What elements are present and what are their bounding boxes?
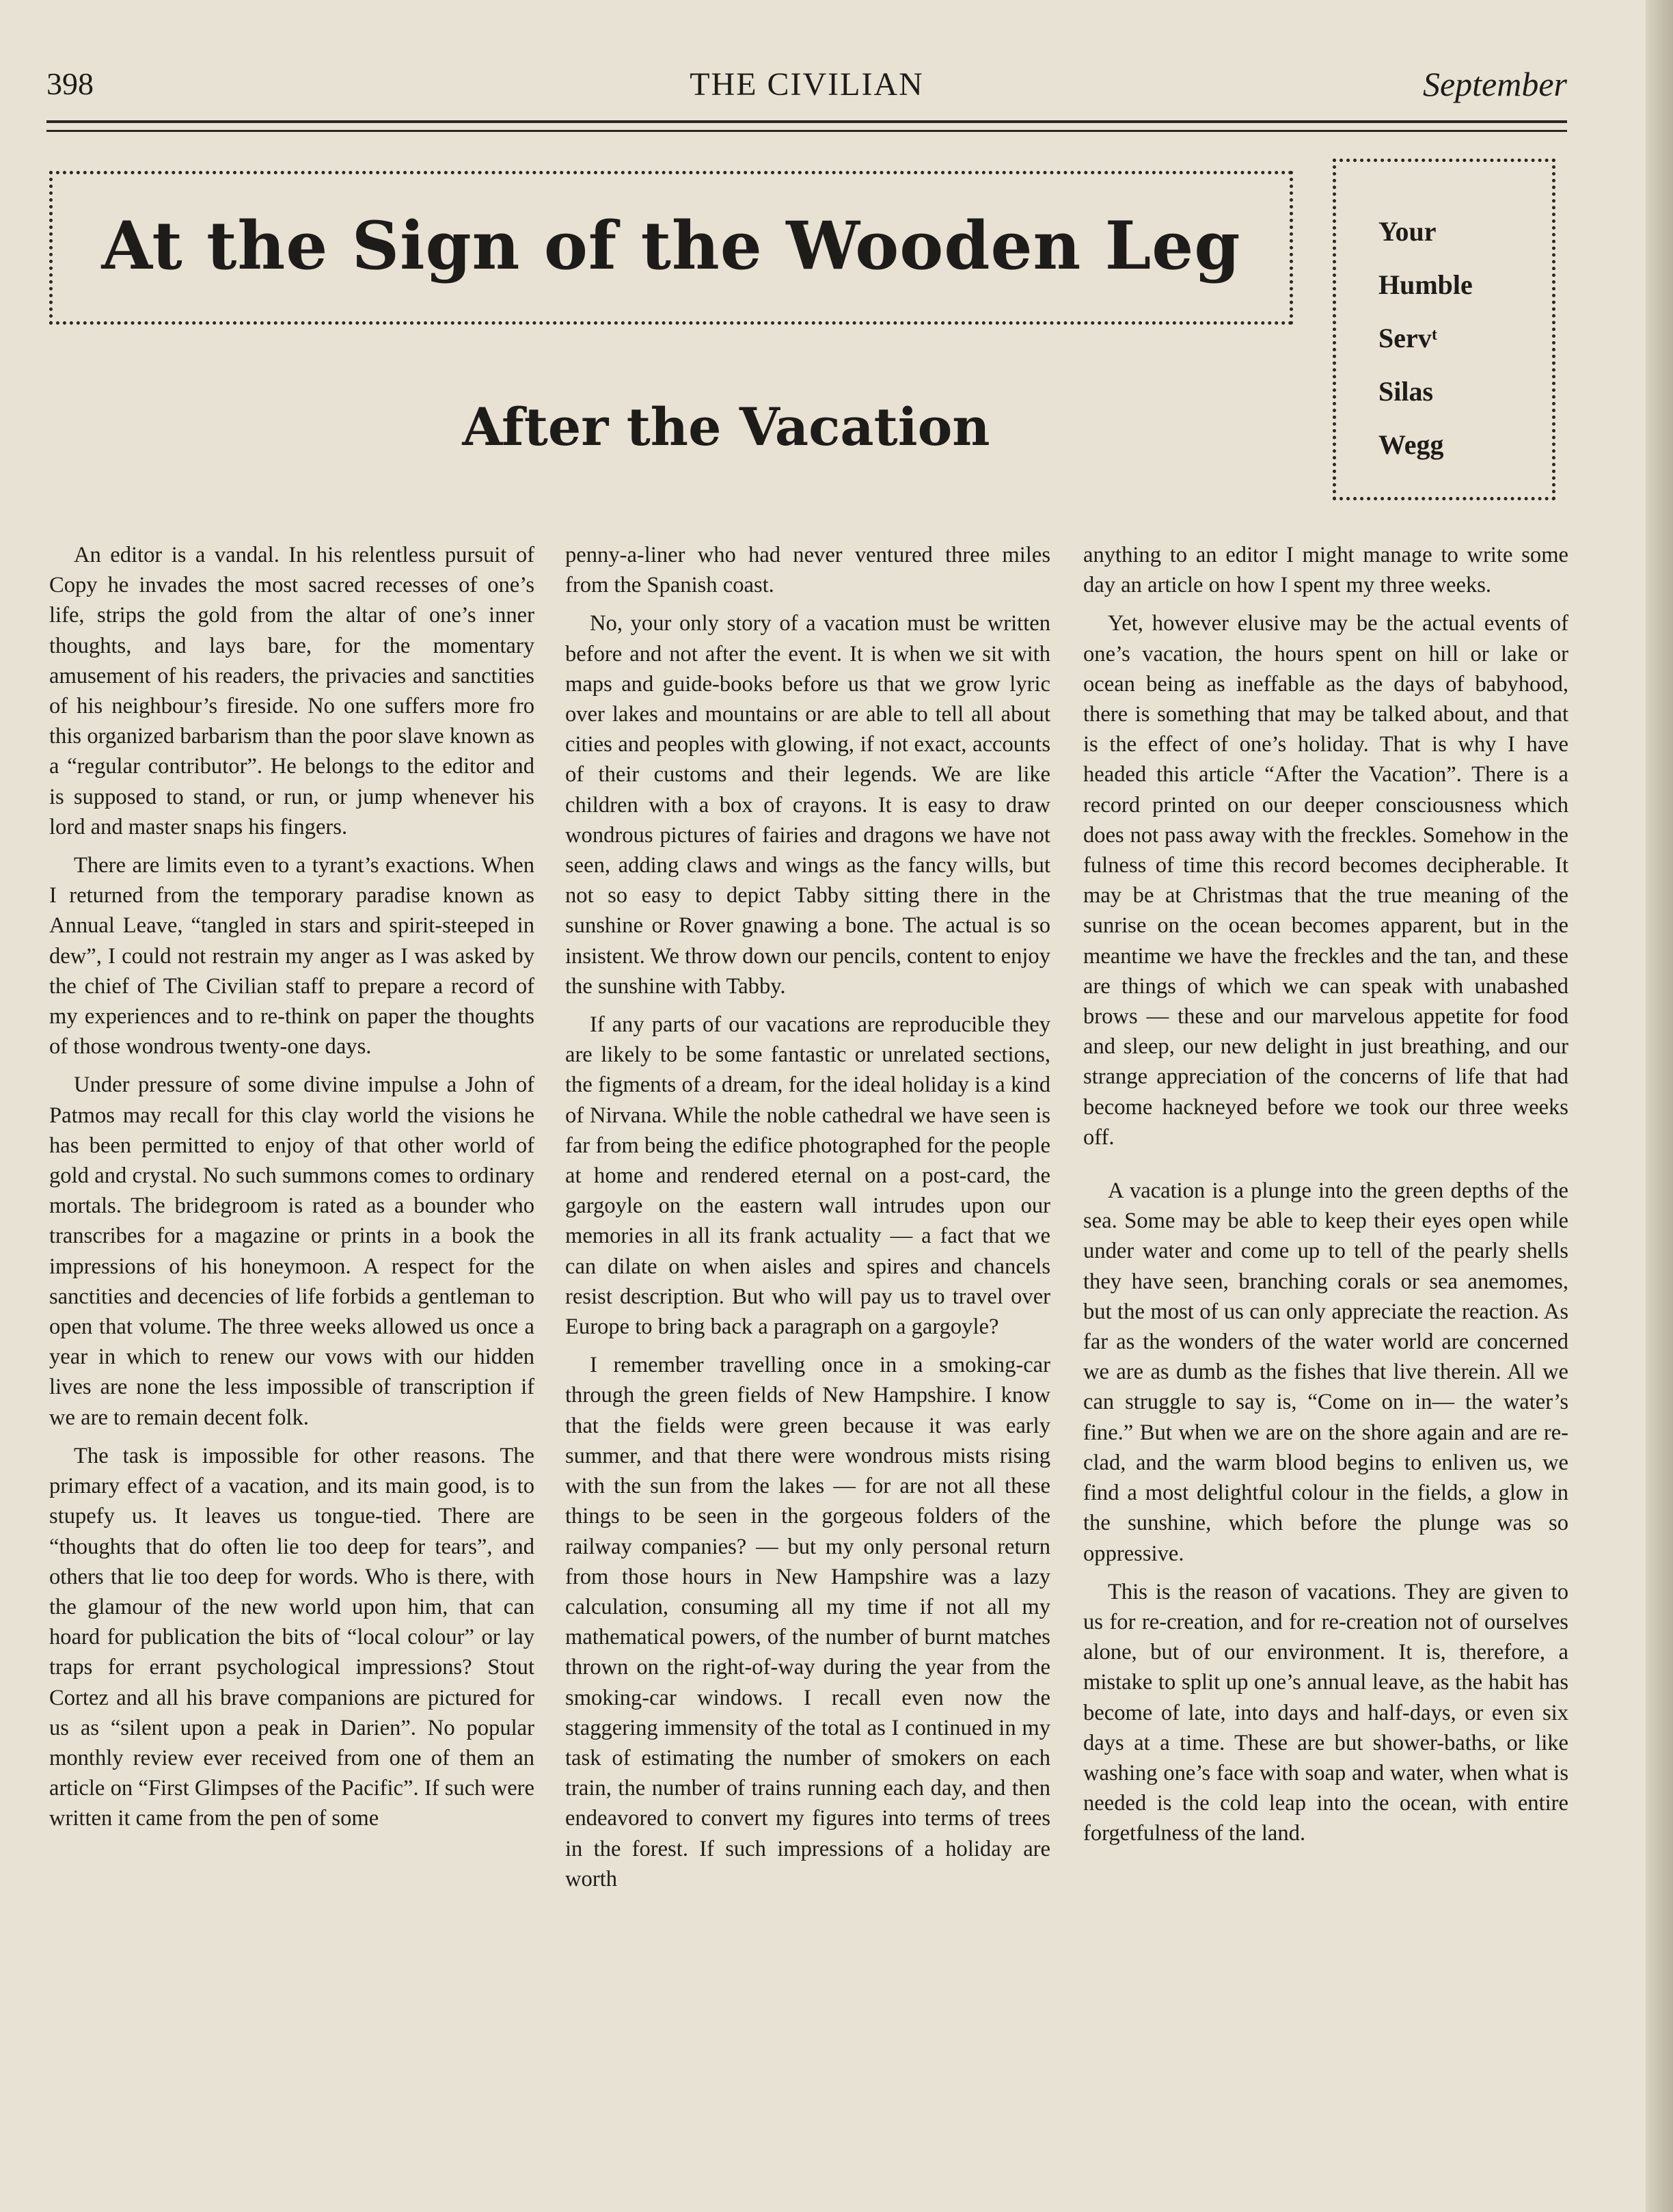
paragraph: anything to an editor I might manage to write some day an article on how I spent my three weeks. [1083, 543, 1568, 598]
page-number: 398 [46, 66, 94, 101]
text-column-2 [565, 540, 1050, 1902]
header-rule [46, 120, 1567, 123]
article-subtitle: After the Vacation [462, 396, 990, 457]
column-title-box [49, 171, 1293, 325]
issue-month: September [1422, 65, 1567, 103]
paragraph: Under pressure of some divine impulse a John of Patmos may recall for this clay world the visions he has been permitted to enjoy of that other world of gold and crystal. No such summons comes to ordinary mortals. The bridegroom is rated as a bounder who transcribes for a magazine or prints in a book the impressions of his honeymoon. A respect for the sanctities and decencies of life forbids a gentleman to open that volume. The three weeks allowed us once a year in which to renew our vows with our hidden lives are none the less impossible of transcription if we are to remain decent folk. [49, 1073, 534, 1430]
text-column-3 [1083, 540, 1568, 1857]
magazine-title: THE CIVILIAN [690, 66, 924, 103]
paragraph: I remember travelling once in a smoking-car through the green fields of New Hampshire. I know that the fields were green because it was early summer, and that there were wondrous mists rising with the sun from the lakes — for are not all these things to be seen in the gorgeous folders of the railway companies? — but my only personal return from those hours in New Hampshire was a lazy calculation, consuming all my time if not all my mathematical powers, of the number of burnt matches thrown on the right-of-way during the year from the smoking-car windows. I recall even now the staggering immensity of the total as I continued in my task of estimating the number of smokers on each train, the number of trains running each day, and then endeavored to convert my figures into terms of trees in the forest. If such impressions of a holiday are worth [565, 1353, 1050, 1891]
paragraph: No, your only story of a vacation must be written before and not after the event. It is when we sit with maps and guide-books before us that we grow lyric over lakes and mountains or are able to tell all about cities and peoples with glowing, if not exact, accounts of their customs and their legends. We are like children with a box of crayons. It is easy to draw wondrous pictures of fairies and dragons we have not seen, adding claws and wings as the fancy wills, but not so easy to depict Tabby sitting there in the sunshine or Rover gnawing a bone. The actual is so insistent. We throw down our pencils, content to enjoy the sunshine with Tabby. [565, 611, 1050, 999]
text-column-1 [49, 540, 534, 1842]
column-title: At the Sign of the Wooden Leg [101, 207, 1241, 284]
paragraph: A vacation is a plunge into the green depths of the sea. Some may be able to keep their eyes open while under water and come up to tell of the pearly shells they have seen, branching corals or sea anemomes, but the most of us can only appreciate the reaction. As far as the wonders of the water world are concerned we are as dumb as the fishes that live therein. All we can struggle to say is, “Come on in— the water’s fine.” But when we are on the shore again and are re-clad, and the warm blood begins to enliven us, we find a most delightful colour in the fields, a glow in the sunshine, which before the plunge was so oppressive. [1083, 1178, 1568, 1566]
signature-line: Humble [1378, 269, 1473, 300]
running-head [46, 62, 1567, 116]
signature-line: Your [1378, 216, 1437, 247]
paragraph: If any parts of our vacations are reproducible they are likely to be some fantastic or unrelated sections, the figments of a dream, for the ideal holiday is a kind of Nirvana. While the noble cathedral we have seen is far from being the edifice photographed for the people at home and rendered eternal on a post-card, the gargoyle on the eastern wall intrudes upon our memories in all its frank actuality — a fact that we can dilate on when aisles and spires and chancels resist description. But who will pay us to travel over Europe to bring back a paragraph on a gargoyle? [565, 1012, 1050, 1340]
signature-line: Silas [1378, 376, 1434, 407]
signature-line: Servᵗ [1378, 323, 1438, 353]
page-edge [1646, 0, 1673, 2212]
paragraph: Yet, however elusive may be the actual events of one’s vacation, the hours spent on hill or lake or ocean being as ineffable as the days of babyhood, there is something that may be talked about, and that is the effect of one’s holiday. That is why I have headed this article “After the Vacation”. There is a record printed on our deeper consciousness which does not pass away with the freckles. Somehow in the fulness of time this record becomes decipherable. It may be at Christmas that the true meaning of the sunrise on the ocean becomes apparent, but in the meantime we have the freckles and the tan, and these are things of which we can speak with unabashed brows — these and our marvelous appetite for food and sleep, our new delight in just breathing, and our strange appreciation of the concerns of life that had become hackneyed before we took our three weeks off. [1083, 611, 1568, 1150]
paragraph: penny-a-liner who had never ventured three miles from the Spanish coast. [565, 543, 1050, 598]
paragraph: This is the reason of vacations. They are given to us for re-creation, and for re-creation not of ourselves alone, but of our environment. It is, therefore, a mistake to split up one’s annual leave, as the habit has become of late, into days and half-days, or even six days at a time. These are but shower-baths, or like washing one’s face with soap and water, when what is needed is the cold leap into the ocean, with entire forgetfulness of the land. [1083, 1579, 1568, 1846]
paragraph: There are limits even to a tyrant’s exactions. When I returned from the temporary paradise known as Annual Leave, “tangled in stars and spirit-steeped in dew”, I could not restrain my anger as I was asked by the chief of The Civilian staff to prepare a record of my experiences and to re-think on paper the thoughts of those wondrous twenty-one days. [49, 853, 534, 1060]
paragraph: An editor is a vandal. In his relentless pursuit of Copy he invades the most sacred recesses of one’s life, strips the gold from the altar of one’s inner thoughts, and lays bare, for the momentary amusement of his readers, the privacies and sanctities of his neighbour’s fireside. No one suffers more fro this organized barbarism than the poor slave known as a “regular contributor”. He belongs to the editor and is supposed to stand, or run, or jump whenever his lord and master snaps his fingers. [49, 543, 534, 839]
paragraph: The task is impossible for other reasons. The primary effect of a vacation, and its main good, is to stupefy us. It leaves us tongue-tied. There are “thoughts that do often lie too deep for tears”, and others that lie too deep for words. Who is there, with the glamour of the new world upon him, that can hoard for publication the bits of “local colour” or lay traps for errant psychological impressions? Stout Cortez and all his brave companions are pictured for us as “silent upon a peak in Darien”. No popular monthly review ever received from one of them an article on “First Glimpses of the Pacific”. If such were written it came from the pen of some [49, 1443, 534, 1831]
header-rule-thin [46, 130, 1567, 132]
signature-line: Wegg [1378, 429, 1444, 460]
